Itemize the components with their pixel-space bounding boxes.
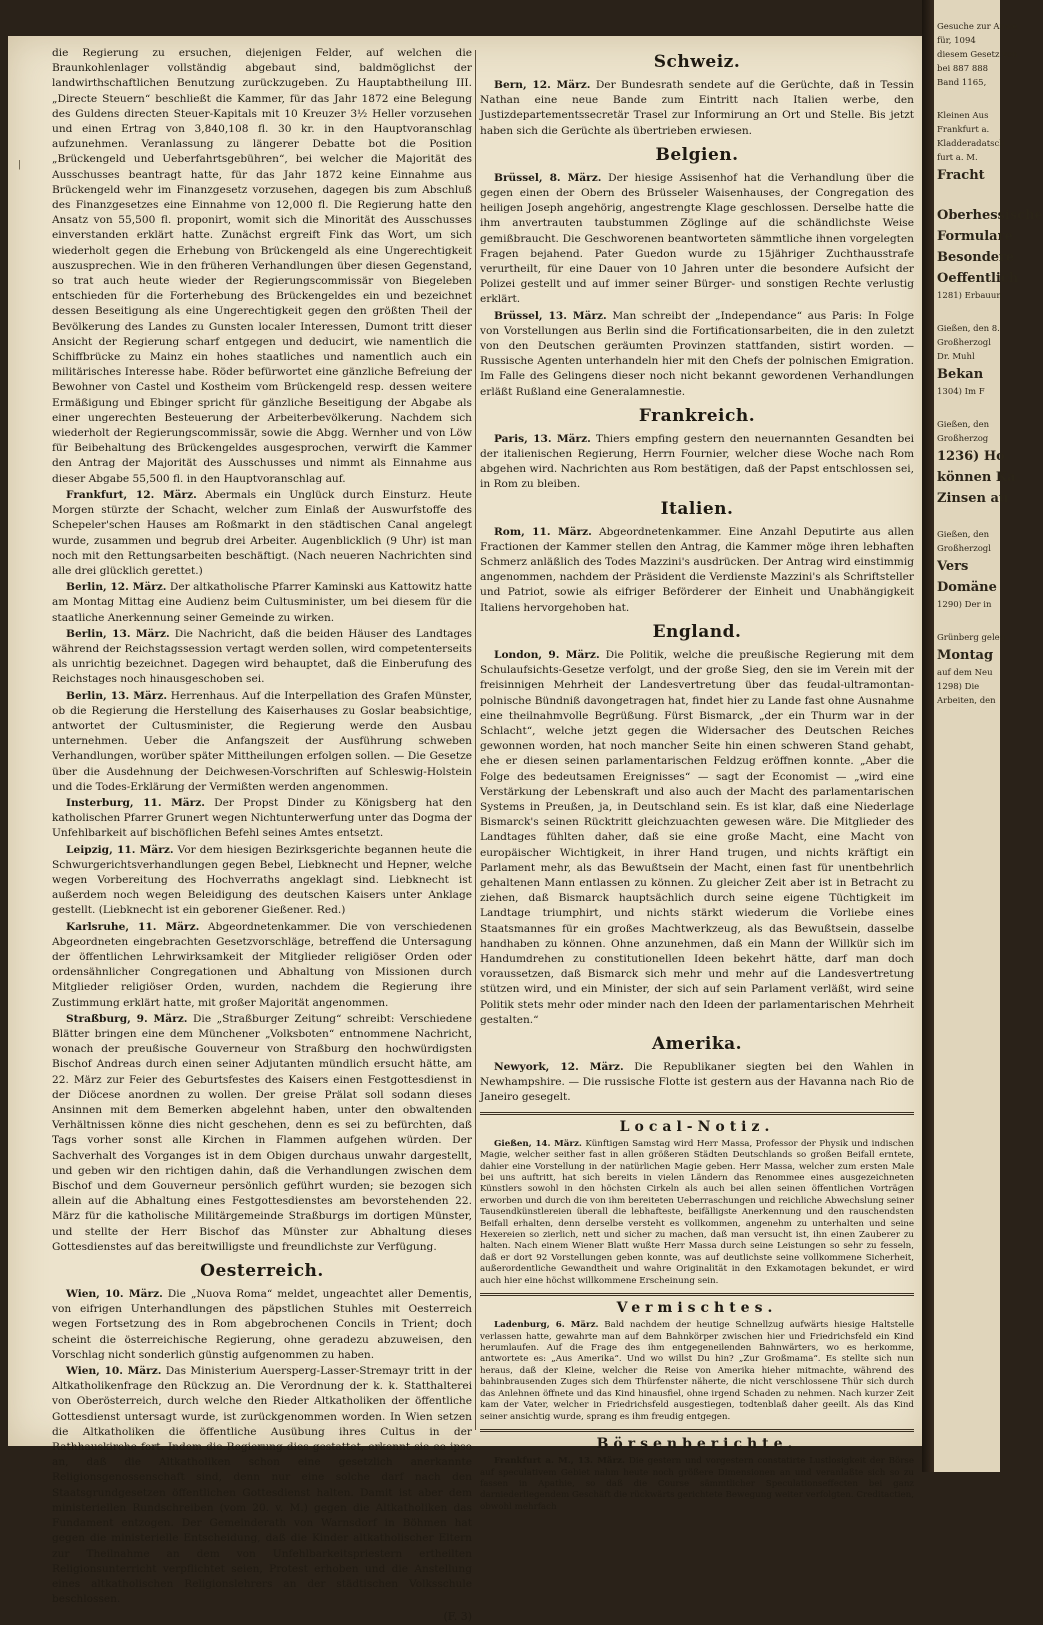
local-notiz-box (480, 1112, 914, 1287)
local-notiz-body (480, 1139, 914, 1287)
frankreich-dateline: Paris, 13. März. (494, 432, 591, 445)
news-text: Der Propst Dinder zu Königsberg hat den katholischen Pfarrer Grunert wegen Nichtunterwerfung unter das Dogma der Unfehlbarkeit auf bischöflichen Befehl seines Amtes entsetzt. (52, 796, 472, 840)
adjacent-page-fragment: Großherzogl (937, 338, 991, 348)
local-notiz-text: Künftigen Samstag wird Herr Massa, Professor der Physik und indischen Magie, welcher seither fast in allen größeren Städten Deutschlands so großen Beifall erntete, dahier eine Vorstellung in der natürlichen Magie geben. Herr Massa, welcher zum ersten Male bei uns auftritt, hat sich bereits in vielen Ländern das Renommee eines ausgezeichneten Künstlers sowohl in den höchsten Cirkeln als auch bei allen seinen öffentlichen Vorträgen erworben und durch die von ihm bereiteten Ueberraschungen und reichliche Abwechslung seiner Tausendkünstlereien überall die lebhafteste, beifälligste Anerkennung und den rauschendsten Beifall erhalten, denn derselbe versteht es vollkommen, angenehm zu unterhalten und seine Hexereien so zierlich, nett und sicher zu machen, daß man versucht ist, ihn einen Zauberer zu halten. Nach einem Wiener Blatt wußte Herr Massa durch seine Leistungen so sehr zu fesseln, daß er dort 92 Vorstellungen geben konnte, was auf deutlichste seine vollkommene Sicherheit, außerordentliche Gewandtheit und wahre Originalität in den Exkamotagen bekundet, er wird auch hier eine höchst willkommene Erscheinung sein. (480, 1138, 915, 1286)
adjacent-page-fragments (934, 22, 1043, 707)
left-news-items (52, 488, 472, 1255)
right-column (480, 46, 915, 1512)
news-text: Der altkatholische Pfarrer Kaminski aus Kattowitz hatte am Montag Mittag eine Audienz beim Cultusminister, um bei diesem für die staatliche Anerkennung seiner Gemeinde zu wirken. (52, 581, 472, 624)
belgien-item (480, 171, 914, 308)
margin-mark: | (18, 160, 22, 170)
oesterreich-text: Die „Nuova Roma“ meldet, ungeachtet aller Dementis, von eifrigen Unterhandlungen des päpstlichen Stuhles mit Oesterreich wegen Fortsetzung des in Rom abgebrochenen Concils in Trient; doch scheint die österreichische Regierung, ohne geradezu abzuweisen, den Vorschlag nicht sonderlich günstig aufgenommen zu haben. (52, 1288, 472, 1361)
section-italien (480, 497, 914, 616)
oesterreich-item (52, 1287, 472, 1363)
local-notiz-dateline: Gießen, 14. März. (494, 1138, 582, 1149)
news-dateline: Straßburg, 9. März. (66, 1012, 188, 1025)
adjacent-page-fragment: Montag (937, 648, 994, 663)
section-england (480, 620, 914, 1028)
vermischtes-text: Bald nachdem der heutige Schnellzug aufwärts hiesige Haltstelle verlassen hatte, gewahrte man auf dem Bahnkörper zwischen hier und Friedrichsfeld ein Kind herumlaufen. Auf die Frage des ihm entgegeneilenden Bahnwärters, wo es herkomme, antwortete es: „Aus Amerika“. Und wo willst Du hin? „Zur Großmama“. Es stellte sich nun heraus, daß der Kleine, welcher die Reise von Amerika hieher mitmachte, während des bahinbrausenden Zuges sich dem Thürfenster näherte, die nicht verschlossene Thür sich durch das Anlehnen öffnete und das Kind hinausfiel, ohne irgend Schaden zu nehmen. Nach kurzer Zeit kam der Vater, welcher in Friedrichsfeld ausgestiegen, todtenblaß daher geeilt. Als das Kind seiner ansichtig wurde, sprang es ihm freudig entgegen. (480, 1320, 915, 1422)
belgien-text: Der hiesige Assisenhof hat die Verhandlung über die gegen einen der Obern des Brüsseler Waisenhauses, der Congregation des heiligen Joseph angehörig, angestrengte Klage geschlossen. Derselbe hatte die ihm anvertrauten taubstummen Zöglinge auf die schändlichste Weise gemißbraucht. Die Geschworenen beantworteten sämmtliche ihnen vorgelegten Fragen bejahend. Pater Guedon wurde zu 15jähriger Zuchthausstrafe verurtheilt, für eine Dauer von 10 Jahren unter die besondere Aufsicht der Polizei gestellt und auf immer seiner Bürger- und sonstigen Rechte verlustig erklärt. (480, 171, 914, 306)
italien-text: Abgeordnetenkammer. Eine Anzahl Deputirte aus allen Fractionen der Kammer stellen den Antrag, die Kammer möge ihren lebhaften Schmerz anläßlich des Todes Mazzini's ausdrücken. Der Antrag wird einstimmig angenommen, nachdem der Präsident die Verdienste Mazzini's als Schriftsteller und Patriot, sowie als eifriger Beförderer der Einheit und Unabhängigkeit Italiens hervorgehoben hat. (480, 525, 914, 614)
local-notiz-title: Local-Notiz. (619, 1118, 775, 1135)
news-text: Abgeordnetenkammer. Die von verschiedenen Abgeordneten eingebrachten Gesetzvorschläge, betreffend die Untersagung der öffentlichen Lehrwirksamkeit der Mitglieder religiöser Orden oder ordensähnlicher Congregationen und Abhaltung von Missionen durch Mitglieder religiöser Orden, wurden, nachdem die Regierung ihre Zustimmung erklärt hatte, mit großer Majorität angenommen. (52, 920, 472, 1009)
italien-dateline: Rom, 11. März. (494, 525, 592, 538)
adjacent-page-fragment: Kleinen Aus (937, 111, 989, 121)
adjacent-page-fragment: Band 1165, (937, 78, 987, 88)
adjacent-page-fragment: auf dem Neu (937, 668, 993, 678)
adjacent-page-fragment: diesem Gesetz von (937, 50, 1018, 60)
section-schweiz (480, 50, 914, 139)
section-heading-amerika: Amerika. (651, 1033, 743, 1054)
amerika-dateline: Newyork, 12. März. (494, 1060, 624, 1073)
news-text: Vor dem hiesigen Bezirksgerichte begannen heute die Schwurgerichtsverhandlungen gegen Bebel, Liebknecht und Hepner, welche wegen Vorbereitung des Hochverraths angeklagt sind. Liebknecht ist außerdem noch wegen Beleidigung des deutschen Kaisers unter Anklage gestellt. (Liebknecht ist ein geborener Gießener. Red.) (52, 843, 472, 917)
boersenberichte-text: Die gestern und vorgestern constatirte Lustlosigkeit der Börse auf speculativem Gebiet nahm heute noch größere Dimensionen an und veranlaßte sich so zu fassen in Apathie, so daß die Course sämmtlicher Speculationseffecten bei ganz darniederliegendem Geschäft die rückwärts gerichtete Bewegung weiter verfolgten. Creditactien, obwohl mehrfach (480, 1456, 915, 1512)
belgien-text: Man schreibt der „Independance“ aus Paris: In Folge von Vorstellungen aus Berlin sind die Fortificationsarbeiten, die in den zuletzt von den Deutschen geräumten Provinzen stattfanden, sistirt worden. — Russische Agenten unterhandeln hier mit den Chefs der polnischen Emigration. Im Falle des Gelingens dieser noch nicht bekannt gewordenen Verhandlungen erläßt Rußland eine Generalamnestie. (480, 309, 914, 398)
boersenberichte-title: Börsenberichte. (596, 1435, 798, 1452)
belgien-item (480, 309, 914, 400)
vermischtes-body (480, 1320, 914, 1423)
news-item (52, 920, 472, 1011)
amerika-text: Die Republikaner siegten bei den Wahlen in Newhampshire. — Die russische Flotte ist gestern aus der Havanna nach Rio de Janeiro gesegelt. (480, 1060, 914, 1104)
adjacent-page-fragment: Gesuche zur Anwe (937, 22, 1018, 32)
column-divider (475, 50, 476, 1430)
england-dateline: London, 9. März. (494, 648, 600, 661)
adjacent-page-fragment: Kladderadatsch (937, 139, 1005, 149)
adjacent-page-fragment: Formulare (937, 229, 1013, 244)
news-dateline: Berlin, 13. März. (66, 689, 168, 702)
schweiz-item (480, 78, 914, 139)
amerika-item (480, 1060, 914, 1106)
oesterreich-news-items (52, 1287, 472, 1607)
belgien-dateline: Brüssel, 8. März. (494, 171, 602, 184)
news-item (52, 1012, 472, 1255)
section-frankreich (480, 404, 914, 493)
section-heading-frankreich: Frankreich. (638, 405, 756, 426)
oesterreich-text: Das Ministerium Auersperg-Lasser-Stremayr tritt in der Altkatholikenfrage den Rückzug an. Die Verordnung der k. k. Statthalterei von Oberösterreich, durch welche den Rieder Altkatholiken der öffentliche Gottesdienst untersagt wurde, ist zurückgenommen worden. In Wien setzen die Altkatholiken die öffentliche Ausübung ihres Cultus in der Rathhauskirche fort. Indem die Regierung dies gestattet, erkennt sie eo ipso an, daß die Altkatholiken schon eine gesetzlich anerkannte Religionsgenossenschaft sind, denn nur eine solche darf nach den Staatsgrundgesetzen öffentlichen Gottesdienst halten. Damit ist aber dem ministeriellen Rundschreiben (vom 20. v. M.) gegen die Altkatholiken das Fundament entzogen. Der Gemeinderath von Warnsdorf in Böhmen hat gegen die ministerielle Entscheidung, daß die Kinder altkatholischer Eltern zur Theilnahme an dem von Unfehlbarkeitspriestern ertheilten Religionsunterricht verpflichtet seien, Protest erhoben und die Anstellung eines altkatholischen Religionslehrers an der städtischen Volksschule beschlossen. (52, 1365, 472, 1606)
adjacent-page-fragment: Gießen, den 8. (937, 324, 1000, 334)
adjacent-page-fragment: 1298) Die (937, 682, 980, 692)
frankreich-text: Thiers empfing gestern den neuernannten Gesandten bei der italienischen Regierung, Herrn Fournier, welcher diese Woche nach Rom abgehen wird. Nachrichten aus Rom bestätigen, daß der Papst entschlossen sei, in Rom zu bleiben. (480, 432, 914, 491)
adjacent-page-fragment: können Ka (937, 470, 1016, 485)
news-dateline: Frankfurt, 12. März. (66, 488, 197, 501)
adjacent-page-fragment: Bekan (937, 367, 984, 382)
section-heading-england: England. (652, 621, 742, 642)
vermischtes-box (480, 1293, 914, 1423)
adjacent-page-fragment: 1281) Erbauun (937, 291, 1002, 301)
adjacent-page-fragment: Dr. Muhl (937, 352, 975, 362)
adjacent-page-fragment: Domäne (937, 580, 997, 595)
adjacent-page-fragment: 1304) Im F (937, 387, 985, 397)
adjacent-page-fragment: Arbeiten, den (937, 696, 996, 706)
section-heading-belgien: Belgien. (655, 144, 739, 165)
italien-item (480, 525, 914, 616)
boersenberichte-body (480, 1456, 914, 1513)
boersenberichte-box (480, 1429, 914, 1513)
section-heading-oesterreich: Oesterreich. (200, 1261, 324, 1282)
adjacent-page-strip (934, 0, 1043, 1472)
news-dateline: Insterburg, 11. März. (66, 796, 205, 809)
adjacent-page-fragment: Frankfurt a. (937, 125, 990, 135)
adjacent-page-fragment: Gießen, den (937, 530, 990, 540)
adjacent-page-fragment: Großherzogl (937, 544, 991, 554)
news-text: Die „Straßburger Zeitung“ schreibt: Verschiedene Blätter bringen eine dem Münchener „Volksboten“ entnommene Nachricht, wonach der preußische Gouverneur von Straßburg den hochwürdigsten Bischof Andreas durch einen seiner Adjutanten mündlich ersucht hätte, am 22. März zur Feier des Geburtsfestes des Kaisers einen Festgottesdienst in der Diöcese anordnen zu wollen. Der greise Prälat soll sodann dieses Ansinnen mit dem Bemerken abgelehnt haben, unter den obwaltenden Verhältnissen könne dies nicht geschehen, denn es sei zu befürchten, daß Tags vorher sonst alle Kirchen in Flammen aufgehen würden. Der Sachverhalt des Vorganges ist in dem Obigen durchaus unwahr dargestellt, und geben wir den richtigen dahin, daß die Verhandlungen zwischen dem Bischof und dem Gouverneur persönlich geführt wurden; sie bezogen sich allein auf die Abhaltung eines Festgottesdienstes am bevorstehenden 22. März für die katholische Militärgemeinde Straßburgs im dortigen Münster, und stellte der Herr Bischof das Münster zur Abhaltung dieses Gottesdienstes auf das bereitwilligste und freundlichste zur Verfügung. (52, 1012, 472, 1253)
continuation-mark: (F. 3) (443, 1610, 472, 1624)
adjacent-page-fragment: 1236) Ho (937, 449, 1005, 464)
vermischtes-title: Vermischtes. (616, 1300, 778, 1317)
oesterreich-dateline: Wien, 10. März. (66, 1365, 162, 1378)
section-heading-schweiz: Schweiz. (653, 52, 741, 72)
adjacent-page-fragment: Fracht (937, 168, 985, 183)
vermischtes-dateline: Ladenburg, 6. März. (494, 1320, 599, 1331)
news-dateline: Leipzig, 11. März. (66, 843, 174, 856)
news-item (52, 627, 472, 688)
england-item (480, 648, 914, 1028)
schweiz-text: Der Bundesrath sendete auf die Gerüchte, daß in Tessin Nathan eine neue Bande zum Eintritt nach Italien werbe, den Justizdepartementssecretär Trasel zur Informirung an Ort und Stelle. Bis jetzt haben sich die Gerüchte als übertrieben erwiesen. (480, 79, 915, 137)
news-item (52, 580, 472, 626)
news-item (52, 843, 472, 919)
news-dateline: Berlin, 13. März. (66, 627, 170, 640)
news-text: Herrenhaus. Auf die Interpellation des Grafen Münster, ob die Regierung die Herstellung des Kaiserhauses zu Goslar beabsichtige, antwortet der Cultusminister, die Regierung werde den Ausbau unternehmen. Ueber die Anfangszeit der Ausführung schweben Verhandlungen, worüber später Mittheilungen erfolgen sollen. — Die Gesetze über die Ausdehnung der Deichwesen-Vorschriften auf Schleswig-Holstein und die Todes-Erklärung der Vermißten werden angenommen. (52, 689, 473, 793)
section-amerika (480, 1032, 914, 1106)
news-dateline: Karlsruhe, 11. März. (66, 920, 200, 933)
adjacent-page-fragment: furt a. M. (937, 153, 978, 163)
frankreich-item (480, 432, 914, 493)
belgien-dateline: Brüssel, 13. März. (494, 309, 607, 322)
section-belgien (480, 143, 914, 400)
boersenberichte-dateline: Frankfurt a. M., 13. März. (494, 1456, 626, 1467)
adjacent-page-fragment: Großherzog (937, 434, 989, 444)
adjacent-page-fragment: 1290) Der in (937, 600, 992, 610)
adjacent-page-fragment: Grünberg geleg (937, 633, 1006, 643)
adjacent-page-fragment: Besondere (937, 250, 1015, 265)
news-item (52, 689, 472, 795)
adjacent-page-fragment: bei 887 888 (937, 64, 989, 74)
adjacent-page-fragment: Vers (937, 559, 969, 574)
adjacent-page-fragment: Oberhessische (937, 208, 1043, 223)
oesterreich-item (52, 1364, 472, 1607)
schweiz-dateline: Bern, 12. März. (494, 79, 591, 91)
news-text: Die Nachricht, daß die beiden Häuser des Landtages während der Reichstagssession vertagt werden sollen, wird competenterseits als unrichtig bezeichnet. Dagegen wird behauptet, daß die Einberufung des Reichstages noch hinausgeschoben sei. (52, 627, 472, 686)
adjacent-page-fragment: Gießen, den (937, 420, 990, 430)
oesterreich-dateline: Wien, 10. März. (66, 1288, 163, 1301)
news-item (52, 796, 472, 842)
adjacent-page-fragment: Oeffentlich (937, 271, 1019, 286)
landtag-report: die Regierung zu ersuchen, diejenigen Felder, auf welchen die Braunkohlenlager vollständig abgebaut sind, baldmöglichst der landwirthschaftlichen Benutzung zurückzugeben. Zu Hauptabtheilung III. „Directe Steuern“ beschließt die Kammer, für das Jahr 1872 eine Belegung des Guldens directen Steuer-Kapitals mit 10 Kreuzer 3½ Heller vorzusehen und einen Ertrag von 3,840,108 fl. 30 kr. in den Hauptvoranschlag aufzunehmen. Veranlassung zu längerer Debatte bot die Position „Brückengeld und Ueberfahrtsgebühren“, bei welcher die Majorität des Ausschusses beantragt hatte, für das Jahr 1872 keine Einnahme aus Brückengeld wehr im Finanzgesetz vorzusehen, dagegen bis zum Abschluß des Finanzgesetzes eine Einnahme von 12,000 fl. Die Regierung hatte den Ansatz von 55,500 fl. proponirt, womit sich die Minorität des Ausschusses einverstanden erklärt hatte. Zunächst ergreift Fink das Wort, um sich wiederholt gegen die Erhebung von Brückengeld als eine Ungerechtigkeit auszusprechen. Wie in den früheren Verhandlungen über diesen Gegenstand, so trat auch heute wieder der Regierungscommissär von Biegeleben entschieden für die Forterhebung des Brückengeldes ein und bezeichnet dessen Beseitigung als eine Ungerechtigkeit gegen den größten Theil der Bevölkerung des Landes zu Gunsten localer Interessen, Dumont tritt dieser Ansicht der Regierung scharf entgegen und deducirt, wie namentlich die Schiffbrücke zu Mainz ein hohes staatliches und namentlich auch ein militärisches Interesse habe. Röder befürwortet eine gänzliche Befreiung der Bewohner von Castel und Kostheim vom Brückengeld resp. dessen weitere Ermäßigung und Ebinger spricht für gänzliche Beseitigung der Abgabe als einer ungerechten Besteuerung der Arbeiterbevölkerung. Nachdem sich wiederholt der Regierungscommissär, sowie die Abgg. Wernher und von Löw für Beibehaltung des Brückengeldes ausgesprochen, verwirft die Kammer den Antrag der Majorität des Ausschusses und nimmt als Einnahme aus dieser Abgabe 55,500 fl. in den Hauptvoranschlag auf. (52, 47, 472, 485)
adjacent-page-fragment: Zinsen au (937, 491, 1009, 506)
left-column (52, 46, 473, 1624)
section-heading-italien: Italien. (660, 498, 734, 519)
news-item (52, 488, 472, 579)
news-text: Abermals ein Unglück durch Einsturz. Heute Morgen stürzte der Schacht, welcher zum Einlaß der Auswurfstoffe des Schepeler'schen Hauses am Roßmarkt in den städtischen Canal angelegt wurde, zusammen und begrub drei Arbeiter. Augenblicklich (9 Uhr) ist man noch mit den Rettungsarbeiten beschäftigt. (Nach neueren Nachrichten sind alle drei glücklich gerettet.) (52, 488, 473, 577)
news-dateline: Berlin, 12. März. (66, 581, 167, 594)
adjacent-page-fragment: für, 1094 (937, 36, 976, 46)
england-text: Die Politik, welche die preußische Regierung mit dem Schulaufsichts-Gesetze verfolgt, und der große Sieg, den sie im Verein mit der freisinnigen Mehrheit der Landesvertretung über das feudal-ultramontan-polnische Bündniß davongetragen hat, findet hier zu Lande fast ohne Ausnahme eine theilnahmvolle Begrüßung. Fürst Bismarck, „der ein Thurm war in der Schlacht“, welche jetzt gegen die Widersacher des Deutschen Reiches gewonnen worden, hat noch mancher Seite hin einen schweren Stand gehabt, ehe er diesen seinen parlamentarischen Feldzug eröffnen konnte. „Aber die Folge des bedeutsamen Ereignisses“ — sagt der Economist — „wird eine Verstärkung der Lebenskraft und also auch der Macht des parlamentarischen Systems in Preußen, ja, in Deutschland sein. Es ist klar, daß eine Niederlage Bismarck's seinen Rücktritt gleichzuachten gewesen wäre. Die Mitglieder des Landtages fühlten daher, daß sie eine große Macht, eine Macht von europäischer Wichtigkeit, in ihrer Hand trugen, und nichts kräftigt ein Parlament mehr, als das Bewußtsein der Macht, einen fast für unentbehrlich gehaltenen Mann entlassen zu können. Zu gleicher Zeit aber ist in Betracht zu ziehen, daß Bismarck hauptsächlich durch seine eigene Tüchtigkeit im Landtage triumphirt, und nichts stärkt wiederum die Vorliebe eines Staatsmannes für ein großes Machtwerkzeug, als das Bewußtsein, dasselbe handhaben zu können. Ohne anzunehmen, daß ein Mann der Willkür sich im Handumdrehen zu constitutionellen Ideen bekehrt hätte, darf man doch voraussetzen, daß Bismarck sich mehr und mehr auf die Landesvertretung stützen wird, und ein Minister, der sich auf sein Parlament verläßt, wird seine Politik stets mehr oder minder nach den Ideen der parlamentarischen Mehrheit gestalten.“ (480, 648, 914, 1026)
